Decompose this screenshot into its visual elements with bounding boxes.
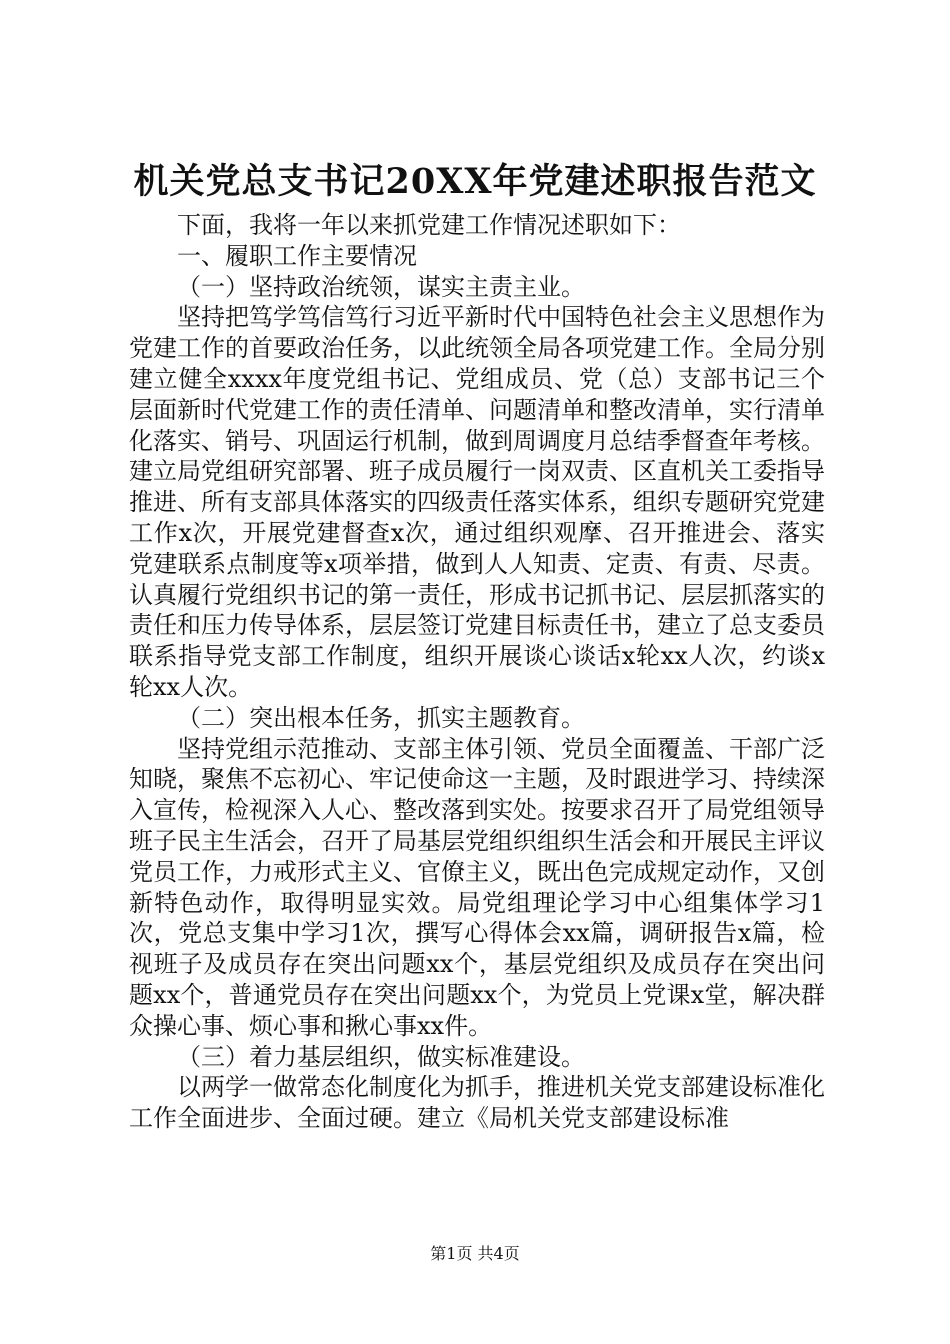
body-paragraph-2: 坚持党组示范推动、支部主体引领、党员全面覆盖、干部广泛知晓，聚焦不忘初心、牢记使命这一主题，及时跟进学习、持续深入宣传，检视深入人心、整改落到实处。按要求召开了局党组领导班子民主生活会，召开了局基层党组织组织生活会和开展民主评议党员工作，力戒形式主义、官僚主义，既出色完成规定动作，又创新特色动作，取得明显实效。局党组理论学习中心组集体学习1次，党总支集中学习1次，撰写心得体会xx篇，调研报告x篇，检视班子及成员存在突出问题xx个，基层党组织及成员存在突出问题xx个，普通党员存在突出问题xx个，为党员上党课x堂，解决群众操心事、烦心事和揪心事xx件。 — [129, 734, 825, 1040]
subsection-heading-3: （三）着力基层组织，做实标准建设。 — [177, 1042, 585, 1071]
section-heading: 一、履职工作主要情况 — [177, 241, 417, 270]
page-footer: 第1页 共4页 — [430, 1244, 520, 1263]
subsection-heading-1: （一）坚持政治统领，谋实主责主业。 — [177, 272, 585, 301]
document-title: 机关党总支书记20XX年党建述职报告范文 — [133, 161, 817, 202]
body-paragraph-1: 坚持把笃学笃信笃行习近平新时代中国特色社会主义思想作为党建工作的首要政治任务，以此统领全局各项党建工作。全局分别建立健全xxxx年度党组书记、党组成员、党（总）支部书记三个层面新时代党建工作的责任清单、问题清单和整改清单，实行清单化落实、销号、巩固运行机制，做到周调度月总结季督查年考核。建立局党组研究部署、班子成员履行一岗双责、区直机关工委指导推进、所有支部具体落实的四级责任落实体系，组织专题研究党建工作x次，开展党建督查x次，通过组织观摩、召开推进会、落实党建联系点制度等x项举措，做到人人知责、定责、有责、尽责。认真履行党组织书记的第一责任，形成书记抓书记、层层抓落实的责任和压力传导体系，层层签订党建目标责任书，建立了总支委员联系指导党支部工作制度，组织开展谈心谈话x轮xx人次，约谈x轮xx人次。 — [129, 303, 825, 701]
body-paragraph-3: 以两学一做常态化制度化为抓手，推进机关党支部建设标准化工作全面进步、全面过硬。建立《局机关党支部建设标准 — [129, 1073, 825, 1133]
document-body — [129, 210, 825, 1134]
subsection-heading-2: （二）突出根本任务，抓实主题教育。 — [177, 703, 585, 732]
intro-paragraph: 下面，我将一年以来抓党建工作情况述职如下： — [177, 211, 681, 239]
